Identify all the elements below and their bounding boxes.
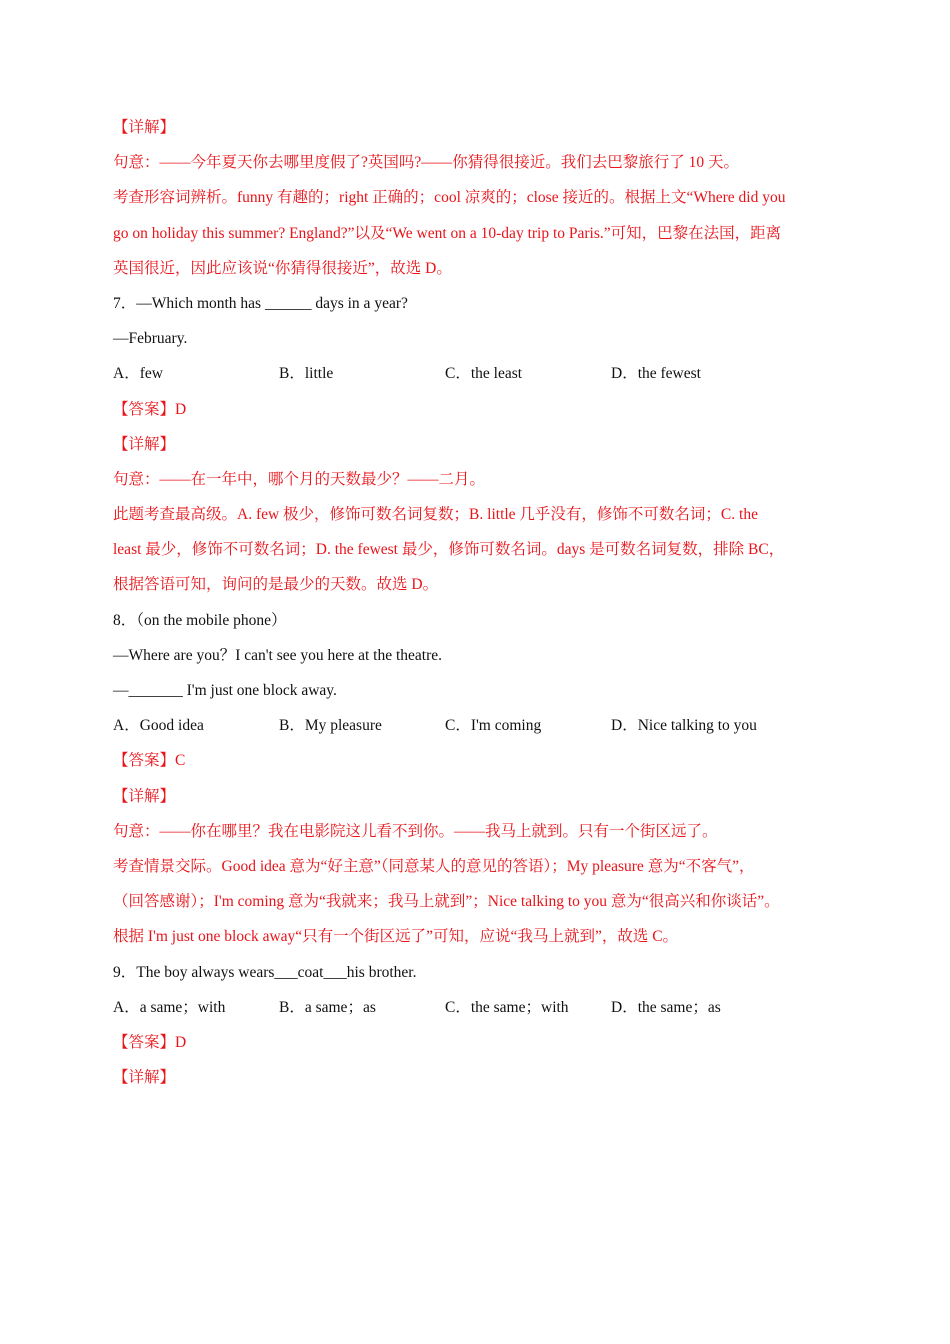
explanation-line [113, 919, 843, 954]
question-line [113, 603, 843, 638]
question-line [113, 638, 843, 673]
line-text: 【答案】D [113, 400, 187, 418]
option-2: C．the same；with [445, 998, 569, 1016]
line-text: 【详解】 [113, 787, 176, 805]
explanation-line [113, 216, 843, 251]
line-text: —_______ I'm just one block away. [113, 682, 337, 699]
line-text: 根据 I'm just one block away“只有一个街区远了”可知，应说“我马上就到”，故选 C。 [113, 928, 679, 946]
question-line [113, 321, 843, 356]
line-text: 【详解】 [113, 435, 176, 453]
explanation-line [113, 779, 843, 814]
line-text: —Where are you？I can't see you here at the theatre. [113, 646, 442, 664]
answer-options [113, 708, 843, 743]
line-text: —February. [113, 330, 188, 348]
explanation-line [113, 392, 843, 427]
explanation-line [113, 427, 843, 462]
line-text: 【答案】D [113, 1033, 187, 1051]
line-text: 考查情景交际。Good idea 意为“好主意”（同意某人的意见的答语）；My pleasure 意为“不客气”， [113, 857, 755, 875]
line-text: 【详解】 [113, 1069, 176, 1087]
explanation-line [113, 743, 843, 778]
option-0: A．a same；with [113, 998, 226, 1016]
option-1: B．My pleasure [279, 717, 382, 735]
option-3: D．Nice talking to you [611, 717, 757, 735]
line-text: 句意：——你在哪里？我在电影院这儿看不到你。——我马上就到。只有一个街区远了。 [113, 822, 718, 840]
option-2: C．I'm coming [445, 717, 542, 735]
option-1: B．a same；as [279, 998, 376, 1016]
explanation-line [113, 1060, 843, 1095]
line-text: 英国很近，因此应该说“你猜得很接近”，故选 D。 [113, 259, 452, 277]
line-text: 句意：——今年夏天你去哪里度假了?英国吗?——你猜得很接近。我们去巴黎旅行了 10 天。 [113, 154, 740, 172]
line-text: 7．—Which month has ______ days in a year? [113, 294, 408, 312]
explanation-line [113, 849, 843, 884]
option-2: C．the least [445, 365, 523, 383]
line-text: 【详解】 [113, 119, 176, 136]
explanation-line [113, 532, 843, 567]
line-text: 根据答语可知，询问的是最少的天数。故选 D。 [113, 576, 439, 594]
question-line [113, 286, 843, 321]
line-text: least 最少，修饰不可数名词；D. the fewest 最少，修饰可数名词。days 是可数名词复数，排除 BC， [113, 541, 785, 559]
line-text: go on holiday this summer? England?”以及“We went on a 10-day trip to Paris.”可知，巴黎在法国，距离 [113, 224, 782, 242]
option-0: A．Good idea [113, 717, 204, 735]
question-line [113, 955, 843, 990]
document-page [113, 110, 843, 1095]
explanation-line [113, 567, 843, 602]
option-3: D．the fewest [611, 365, 701, 383]
explanation-line [113, 462, 843, 497]
line-text: 【答案】C [113, 752, 186, 770]
explanation-line [113, 251, 843, 286]
explanation-line [113, 145, 843, 180]
option-0: A．few [113, 365, 163, 383]
explanation-line [113, 110, 843, 145]
explanation-line [113, 497, 843, 532]
option-3: D．the same；as [611, 998, 721, 1016]
line-text: 句意：——在一年中，哪个月的天数最少？——二月。 [113, 470, 486, 488]
answer-options [113, 356, 843, 391]
explanation-line [113, 884, 843, 919]
line-text: 考查形容词辨析。funny 有趣的；right 正确的；cool 凉爽的；close 接近的。根据上文“Where did you [113, 189, 786, 207]
line-text: 此题考查最高级。A. few 极少，修饰可数名词复数；B. little 几乎没有，修饰不可数名词；C. the [113, 506, 758, 524]
line-text: 9．The boy always wears___coat___his brother. [113, 963, 417, 981]
answer-options [113, 990, 843, 1025]
explanation-line [113, 180, 843, 215]
line-text: 8．（on the mobile phone） [113, 611, 287, 629]
explanation-line [113, 1025, 843, 1060]
explanation-line [113, 814, 843, 849]
question-line [113, 673, 843, 708]
option-1: B．little [279, 365, 334, 383]
line-text: （回答感谢）；I'm coming 意为“我就来；我马上就到”；Nice talking to you 意为“很高兴和你谈话”。 [113, 893, 780, 911]
